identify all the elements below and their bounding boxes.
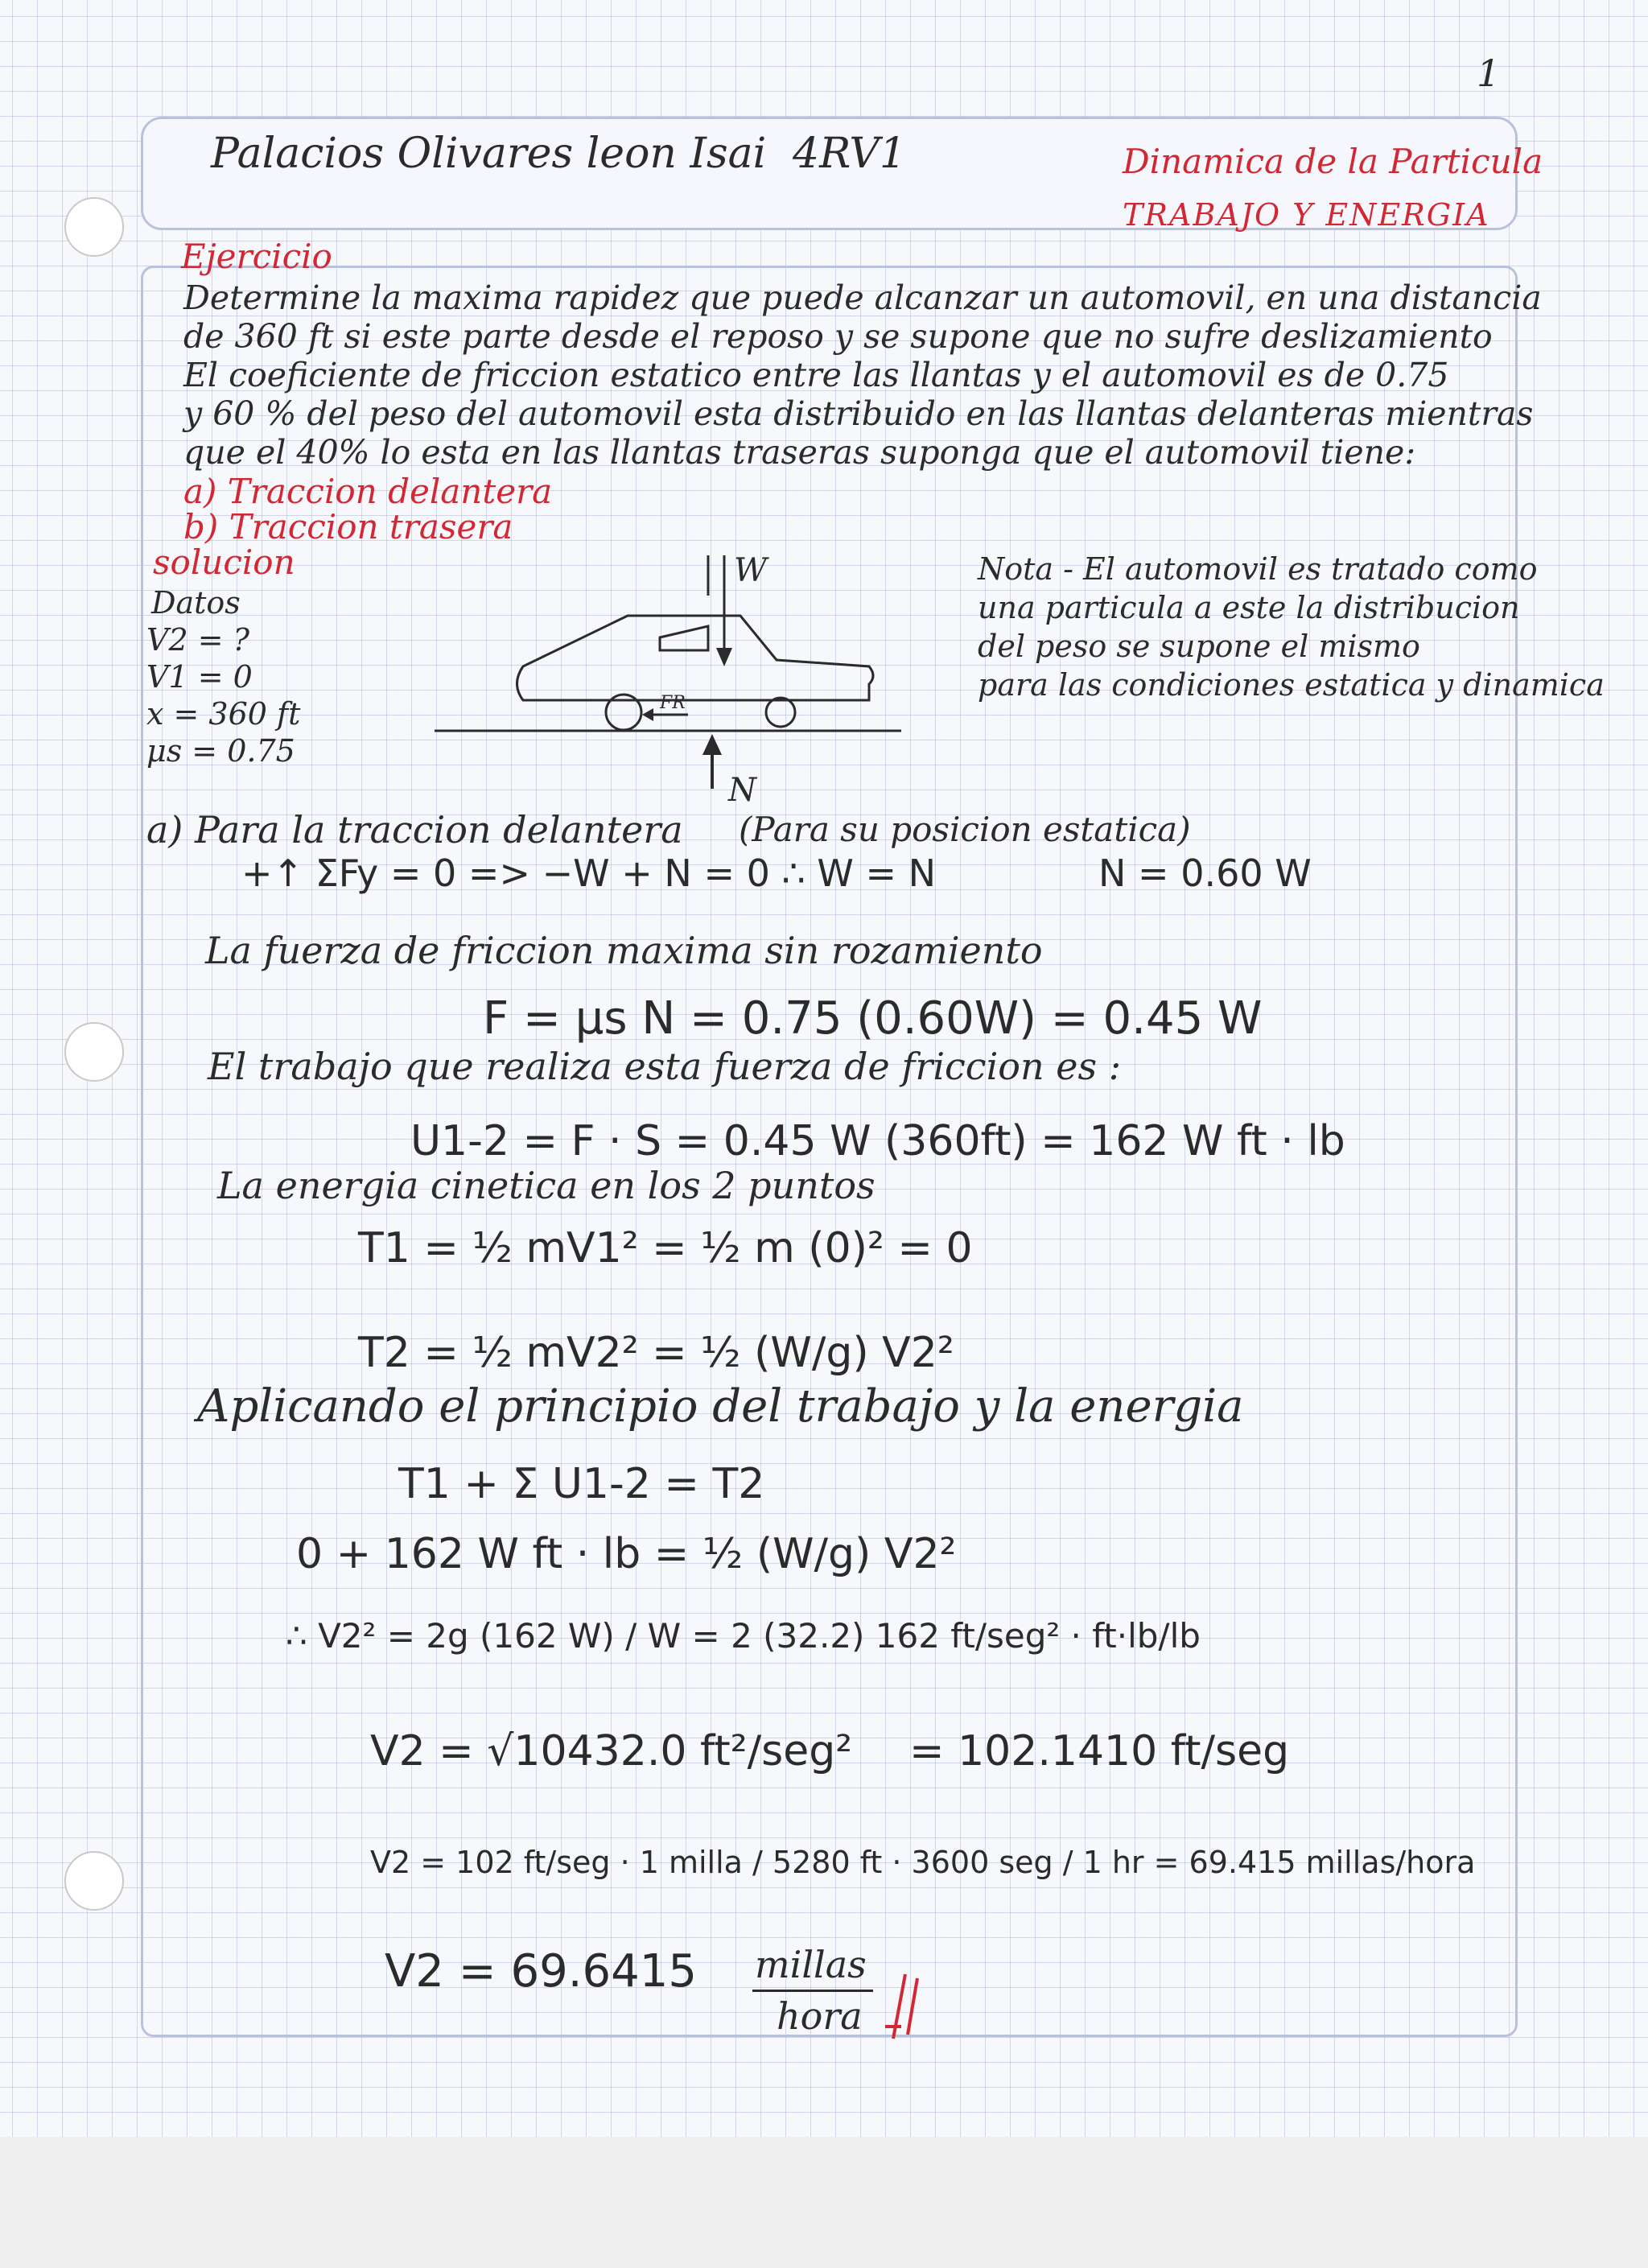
- work-equation: U1-2 = F · S = 0.45 W (360ft) = 162 W ft · lb: [410, 1117, 1345, 1165]
- page-number: 1: [1477, 52, 1501, 95]
- final-unit-denominator: hora: [777, 1994, 863, 2038]
- answer-mark-icon: [877, 1970, 933, 2043]
- data-item: V2 = ?: [146, 622, 249, 658]
- part-a-heading: a) Para la traccion delantera: [146, 808, 683, 852]
- exercise-label: Ejercicio: [181, 237, 332, 276]
- option-a: a) Traccion delantera: [183, 472, 553, 511]
- kinetic-energy-text: La energia cinetica en los 2 puntos: [217, 1164, 876, 1207]
- topic-title: TRABAJO Y ENERGIA: [1123, 197, 1490, 233]
- principle-equation: T1 + Σ U1-2 = T2: [398, 1460, 765, 1508]
- friction-equation: F = μs N = 0.75 (0.60W) = 0.45 W: [483, 992, 1263, 1045]
- note-line: del peso se supone el mismo: [978, 629, 1420, 664]
- sum-forces-equation: +↑ ΣFy = 0 => −W + N = 0 ∴ W = N: [241, 852, 937, 895]
- binder-hole: [64, 1851, 124, 1911]
- note-line: para las condiciones estatica y dinamica: [978, 667, 1605, 703]
- friction-text: La fuerza de friccion maxima sin rozamiento: [205, 929, 1043, 972]
- unit-conversion-equation: V2 = 102 ft/seg · 1 milla / 5280 ft · 3600 seg / 1 hr = 69.415 millas/hora: [370, 1845, 1476, 1880]
- final-unit-numerator: millas: [755, 1943, 867, 1986]
- data-item: μs = 0.75: [146, 733, 295, 769]
- part-a-note: (Para su posicion estatica): [739, 810, 1191, 849]
- v2-squared-equation: ∴ V2² = 2g (162 W) / W = 2 (32.2) 162 ft/seg² · ft·lb/lb: [286, 1616, 1201, 1656]
- fraction-bar: [752, 1990, 873, 1992]
- exercise-line: y 60 % del peso del automovil esta distribuido en las llantas delanteras mientras: [183, 394, 1534, 433]
- solution-label: solucion: [153, 542, 295, 582]
- friction-label: FR: [660, 693, 686, 713]
- scan-margin: [0, 2137, 1648, 2268]
- principle-text: Aplicando el principio del trabajo y la energia: [197, 1380, 1244, 1433]
- weight-label: W: [734, 552, 768, 589]
- normal-label: N: [728, 772, 756, 809]
- normal-force-equation: N = 0.60 W: [1098, 852, 1312, 895]
- v2-root-equation: V2 = √10432.0 ft²/seg²: [370, 1727, 853, 1775]
- data-item: x = 360 ft: [146, 696, 301, 732]
- subject-title: Dinamica de la Particula: [1123, 142, 1543, 181]
- binder-hole: [64, 197, 124, 257]
- exercise-line: que el 40% lo esta en las llantas traseras suponga que el automovil tiene:: [183, 433, 1416, 472]
- option-b: b) Traccion trasera: [183, 507, 513, 546]
- v2-result: = 102.1410 ft/seg: [909, 1727, 1290, 1775]
- student-name: Palacios Olivares leon Isai: [211, 130, 767, 178]
- note-line: Nota - El automovil es tratado como: [978, 551, 1538, 587]
- group-code: 4RV1: [793, 130, 907, 178]
- work-text: El trabajo que realiza esta fuerza de friccion es :: [208, 1045, 1122, 1088]
- t1-equation: T1 = ½ mV1² = ½ m (0)² = 0: [358, 1224, 973, 1272]
- final-velocity: V2 = 69.6415: [385, 1945, 698, 1998]
- car-free-body-diagram: [418, 547, 917, 821]
- exercise-line: de 360 ft si este parte desde el reposo y se supone que no sufre deslizamiento: [183, 317, 1493, 356]
- data-label: Datos: [151, 585, 241, 621]
- exercise-line: El coeficiente de friccion estatico entre las llantas y el automovil es de 0.75: [183, 356, 1449, 394]
- substitution-equation: 0 + 162 W ft · lb = ½ (W/g) V2²: [296, 1530, 957, 1578]
- data-item: V1 = 0: [146, 659, 253, 695]
- note-line: una particula a este la distribucion: [978, 590, 1520, 625]
- exercise-line: Determine la maxima rapidez que puede alcanzar un automovil, en una distancia: [183, 278, 1542, 317]
- t2-equation: T2 = ½ mV2² = ½ (W/g) V2²: [358, 1329, 954, 1377]
- binder-hole: [64, 1022, 124, 1082]
